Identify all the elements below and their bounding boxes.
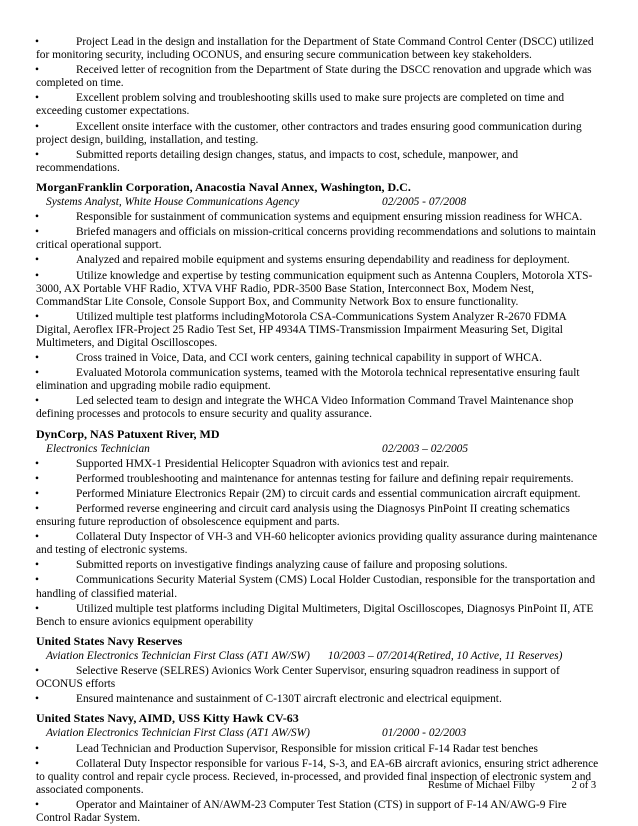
- bullet-item: [36, 270, 602, 309]
- bullet-text: Performed Miniature Electronics Repair (2M) to circuit cards and essential communication aircraft equipment.: [76, 487, 581, 500]
- bullet-text: Operator and Maintainer of AN/AWM-23 Computer Test Station (CTS) in support of F-14 AN/AWG-9 Fire Control Radar System.: [36, 798, 567, 824]
- bullet-text: Ensured maintenance and sustainment of C-130T aircraft electronic and electrical equipment.: [76, 693, 502, 706]
- bullet-item: [36, 395, 602, 421]
- bullet-item: [36, 799, 602, 825]
- bullet-item: [36, 743, 602, 756]
- bullet-item: [36, 488, 602, 501]
- bullet-marker: •: [35, 254, 39, 267]
- role-title: Aviation Electronics Technician First Class (AT1 AW/SW): [46, 727, 310, 740]
- bullet-marker: •: [35, 92, 39, 105]
- bullet-text: Performed reverse engineering and circuit card analysis using the Diagnosys PinPoint II creating schematics ensuring future reproduction of obsolescence equipment and parts.: [36, 503, 570, 529]
- bullet-marker: •: [35, 503, 39, 515]
- bullet-item: [36, 503, 602, 529]
- bullet-text: Collateral Duty Inspector responsible for various F-14, S-3, and EA-6B aircraft avionics, ensuring strict adherence to quality control and repair cycle process. Recieved, in-processed, and provided final inspection of electronic system and associated components.: [36, 757, 599, 796]
- bullet-item: [36, 559, 602, 572]
- bullet-marker: •: [35, 487, 39, 500]
- bullet-item: [36, 64, 602, 90]
- bullet-text: Submitted reports detailing design changes, status, and impacts to cost, schedule, manpower, and recommendations.: [36, 148, 519, 174]
- role-line: [36, 650, 602, 663]
- company-name: MorganFranklin Corporation, Anacostia Naval Annex, Washington, D.C.: [36, 179, 411, 194]
- role-dates: 02/2005 - 07/2008: [382, 196, 467, 209]
- bullet-text: Utilized multiple test platforms including Digital Multimeters, Digital Oscilloscopes, Diagnosys PinPoint II, ATE Bench to ensure avionics equipment operability: [36, 602, 594, 628]
- bullet-item: [36, 121, 602, 147]
- bullet-item: [36, 352, 602, 365]
- job-bullet-list: [36, 211, 602, 421]
- bullet-text: Received letter of recognition from the Department of State during the DSCC renovation and upgrade which was completed on time.: [36, 64, 592, 90]
- intro-bullet-list: [36, 36, 602, 175]
- bullet-text: Lead Technician and Production Supervisor, Responsible for mission critical F-14 Radar test benches: [76, 742, 538, 755]
- bullet-marker: •: [35, 352, 39, 365]
- page-footer: [428, 779, 596, 792]
- bullet-text: Cross trained in Voice, Data, and CCI work centers, gaining technical capability in support of WHCA.: [76, 352, 542, 365]
- bullet-item: [36, 473, 602, 486]
- role-title: Systems Analyst, White House Communications Agency: [46, 196, 300, 209]
- bullet-marker: •: [35, 472, 39, 485]
- bullet-text: Responsible for sustainment of communication systems and equipment ensuring mission readiness for WHCA.: [76, 211, 583, 224]
- bullet-marker: •: [35, 693, 39, 706]
- bullet-text: Project Lead in the design and installation for the Department of State Command Control Center (DSCC) utilized for monitoring security, including OCONUS, and ensuring secure communication between key stakeholders.: [36, 36, 594, 62]
- footer-name: Resume of Michael Filby: [428, 780, 536, 791]
- bullet-text: Excellent onsite interface with the customer, other contractors and trades ensuring good communication during project design, building, installation, and testing.: [36, 120, 582, 146]
- bullet-text: Utilized multiple test platforms includingMotorola CSA-Communications System Analyzer R-2670 FDMA Digital, Aeroflex IFR-Project 25 Radio Test Set, HP 4934A TIMS-Transmission Impairment Measuring Set, Digital Multimeters, and Digital Oscilloscopes.: [36, 310, 567, 349]
- bullet-text: Evaluated Motorola communication systems, teamed with the Motorola technical representative ensuring fault elimination and upgrading mobile radio equipment.: [36, 367, 580, 393]
- bullet-marker: •: [35, 269, 39, 282]
- bullet-marker: •: [35, 211, 39, 224]
- bullet-marker: •: [35, 395, 39, 408]
- bullet-marker: •: [35, 36, 39, 48]
- job-entry: [36, 635, 602, 706]
- bullet-marker: •: [35, 665, 39, 678]
- role-dates: 02/2003 – 02/2005: [382, 442, 469, 455]
- bullet-marker: •: [35, 602, 39, 615]
- bullet-marker: •: [35, 742, 39, 755]
- bullet-item: [36, 226, 602, 252]
- bullet-marker: •: [35, 120, 39, 133]
- job-bullet-list: [36, 458, 602, 629]
- role-dates: 10/2003 – 07/2014(Retired, 10 Active, 11 Reserves): [327, 649, 563, 662]
- company-name: United States Navy Reserves: [36, 633, 183, 648]
- bullet-marker: •: [35, 757, 39, 770]
- bullet-text: Selective Reserve (SELRES) Avionics Work Center Supervisor, ensuring squadron readiness in support of OCONUS efforts: [36, 665, 560, 691]
- bullet-marker: •: [35, 148, 39, 161]
- bullet-item: [36, 603, 602, 629]
- bullet-marker: •: [35, 310, 39, 323]
- bullet-item: [36, 367, 602, 393]
- bullet-item: [36, 311, 602, 350]
- role-line: [36, 727, 602, 740]
- role-line: [36, 196, 602, 209]
- bullet-text: Communications Security Material System (CMS) Local Holder Custodian, responsible for the transportation and handling of classified material.: [36, 574, 596, 600]
- job-entry: [36, 428, 602, 629]
- bullet-text: Excellent problem solving and troubleshooting skills used to make sure projects are completed on time and exceeding customer expectations.: [36, 92, 565, 118]
- job-entry: [36, 712, 602, 825]
- bullet-text: Briefed managers and officials on mission-critical concerns providing recommendations and solutions to maintain critical operational support.: [36, 226, 596, 252]
- bullet-text: Led selected team to design and integrate the WHCA Video Information Command Travel Maintenance shop defining processes and protocols to ensure security and quality assurance.: [36, 395, 574, 421]
- company-name: United States Navy, AIMD, USS Kitty Hawk CV-63: [36, 711, 299, 726]
- role-title: Aviation Electronics Technician First Class (AT1 AW/SW): [46, 649, 310, 662]
- role-dates: 01/2000 - 02/2003: [382, 727, 467, 740]
- bullet-marker: •: [35, 226, 39, 239]
- bullet-item: [36, 149, 602, 175]
- bullet-item: [36, 693, 602, 706]
- bullet-marker: •: [35, 798, 39, 811]
- bullet-item: [36, 254, 602, 267]
- bullet-item: [36, 458, 602, 471]
- bullet-text: Utilize knowledge and expertise by testing communication equipment such as Antenna Couplers, Motorola XTS-3000, AX Portable VHF Radio, XTVA VHF Radio, PDR-3500 Base Station, Interconnect Box, Modem Nest, CommandStar Lite Console, Console Support Box, and Community Network Box to ensure functionality.: [36, 269, 593, 308]
- bullet-text: Performed troubleshooting and maintenance for antennas testing for failure and defining repair requirements.: [76, 472, 574, 485]
- bullet-text: Supported HMX-1 Presidential Helicopter Squadron with avionics test and repair.: [76, 457, 450, 470]
- bullet-marker: •: [35, 64, 39, 77]
- job-entry: [36, 181, 602, 422]
- bullet-marker: •: [35, 574, 39, 587]
- company-name: DynCorp, NAS Patuxent River, MD: [36, 426, 220, 441]
- bullet-marker: •: [35, 457, 39, 470]
- experience-section: [36, 181, 602, 825]
- bullet-text: Submitted reports on investigative findings analyzing cause of failure and proposing solutions.: [76, 559, 508, 572]
- bullet-item: [36, 531, 602, 557]
- role-line: [36, 443, 602, 456]
- bullet-item: [36, 36, 602, 62]
- footer-page-number: 2 of 3: [571, 780, 597, 791]
- bullet-marker: •: [35, 367, 39, 380]
- bullet-marker: •: [35, 559, 39, 572]
- bullet-text: Analyzed and repaired mobile equipment and systems ensuring dependability and readiness for deployment.: [76, 254, 570, 267]
- bullet-item: [36, 574, 602, 600]
- job-bullet-list: [36, 665, 602, 706]
- bullet-item: [36, 211, 602, 224]
- bullet-item: [36, 665, 602, 691]
- bullet-marker: •: [35, 531, 39, 544]
- bullet-item: [36, 92, 602, 118]
- bullet-text: Collateral Duty Inspector of VH-3 and VH-60 helicopter avionics providing quality assurance during maintenance and testing of electronic systems.: [36, 531, 598, 557]
- role-title: Electronics Technician: [46, 442, 150, 455]
